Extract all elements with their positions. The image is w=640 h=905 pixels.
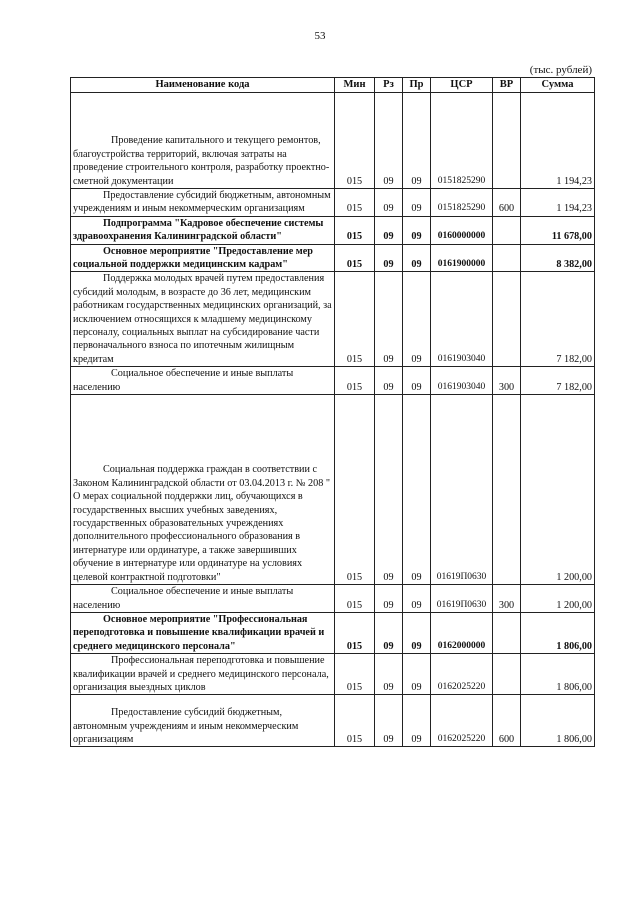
row-csr: 0162000000 bbox=[431, 612, 493, 653]
row-pr: 09 bbox=[403, 272, 431, 367]
row-name: Предоставление субсидий бюджетным, автономным учреждениям и иным некоммерческим организациям bbox=[71, 189, 335, 217]
row-csr: 0151825290 bbox=[431, 189, 493, 217]
row-min: 015 bbox=[335, 189, 375, 217]
row-rz: 09 bbox=[375, 189, 403, 217]
row-pr: 09 bbox=[403, 216, 431, 244]
row-sum: 7 182,00 bbox=[521, 272, 595, 367]
row-name: Социальная поддержка граждан в соответствии с Законом Калининградской области от 03.04.2013 г. № 208 " О мерах социальной поддержки лиц, обучающихся в государственных высших учебных заведениях, государственных образовательных учреждениях дополнительного профессионального образования в интернатуре или ординатуре, а также завершивших обучение в интернатуре или ординатуре на условиях целевой контрактной подготовки" bbox=[71, 395, 335, 585]
table-row bbox=[71, 585, 595, 613]
row-sum: 1 200,00 bbox=[521, 585, 595, 613]
row-csr: 0162025220 bbox=[431, 695, 493, 747]
table-row bbox=[71, 189, 595, 217]
header-pr: Пр bbox=[403, 78, 431, 93]
table-row bbox=[71, 367, 595, 395]
row-pr: 09 bbox=[403, 93, 431, 189]
row-csr: 0161903040 bbox=[431, 367, 493, 395]
row-pr: 09 bbox=[403, 244, 431, 272]
table-row bbox=[71, 695, 595, 747]
table-row bbox=[71, 654, 595, 695]
row-csr: 0160000000 bbox=[431, 216, 493, 244]
row-sum: 1 194,23 bbox=[521, 189, 595, 217]
row-min: 015 bbox=[335, 654, 375, 695]
row-name: Социальное обеспечение и иные выплаты населению bbox=[71, 367, 335, 395]
row-sum: 8 382,00 bbox=[521, 244, 595, 272]
row-pr: 09 bbox=[403, 654, 431, 695]
row-pr: 09 bbox=[403, 367, 431, 395]
row-vr bbox=[493, 654, 521, 695]
row-vr bbox=[493, 244, 521, 272]
row-vr: 600 bbox=[493, 695, 521, 747]
row-vr: 300 bbox=[493, 585, 521, 613]
table-row bbox=[71, 216, 595, 244]
row-rz: 09 bbox=[375, 654, 403, 695]
row-min: 015 bbox=[335, 367, 375, 395]
row-rz: 09 bbox=[375, 367, 403, 395]
row-name: Основное мероприятие "Профессиональная переподготовка и повышение квалификации врачей и среднего медицинского персонала" bbox=[71, 612, 335, 653]
row-min: 015 bbox=[335, 695, 375, 747]
table-row bbox=[71, 272, 595, 367]
table-row bbox=[71, 395, 595, 585]
row-sum: 1 806,00 bbox=[521, 612, 595, 653]
page-number: 53 bbox=[314, 30, 326, 42]
row-vr: 600 bbox=[493, 189, 521, 217]
row-name: Основное мероприятие "Предоставление мер социальной поддержки медицинским кадрам" bbox=[71, 244, 335, 272]
row-min: 015 bbox=[335, 395, 375, 585]
row-csr: 0151825290 bbox=[431, 93, 493, 189]
row-sum: 11 678,00 bbox=[521, 216, 595, 244]
budget-table bbox=[70, 77, 595, 747]
row-rz: 09 bbox=[375, 244, 403, 272]
row-csr: 0162025220 bbox=[431, 654, 493, 695]
table-row bbox=[71, 612, 595, 653]
table-row bbox=[71, 93, 595, 189]
row-rz: 09 bbox=[375, 695, 403, 747]
row-vr bbox=[493, 216, 521, 244]
row-rz: 09 bbox=[375, 93, 403, 189]
row-rz: 09 bbox=[375, 395, 403, 585]
row-rz: 09 bbox=[375, 216, 403, 244]
row-csr: 01619П0630 bbox=[431, 585, 493, 613]
row-min: 015 bbox=[335, 93, 375, 189]
row-rz: 09 bbox=[375, 612, 403, 653]
header-rz: Рз bbox=[375, 78, 403, 93]
row-name: Проведение капитального и текущего ремонтов, благоустройства территорий, включая затраты на проведение строительного контроля, разработку проектно-сметной документации bbox=[71, 93, 335, 189]
row-vr bbox=[493, 395, 521, 585]
row-name: Социальное обеспечение и иные выплаты населению bbox=[71, 585, 335, 613]
table-header-row bbox=[71, 78, 595, 93]
row-pr: 09 bbox=[403, 585, 431, 613]
row-min: 015 bbox=[335, 585, 375, 613]
header-sum: Сумма bbox=[521, 78, 595, 93]
row-pr: 09 bbox=[403, 395, 431, 585]
row-vr bbox=[493, 272, 521, 367]
row-name: Поддержка молодых врачей путем предоставления субсидий молодым, в возрасте до 36 лет, медицинским работникам государственных медицинских организаций, за исключением относящихся к младшему медицинскому персоналу, социальных выплат на субсидирование части первоначального взноса по ипотечным жилищным кредитам bbox=[71, 272, 335, 367]
row-vr: 300 bbox=[493, 367, 521, 395]
row-sum: 7 182,00 bbox=[521, 367, 595, 395]
row-name: Предоставление субсидий бюджетным, автономным учреждениям и иным некоммерческим организациям bbox=[71, 695, 335, 747]
row-min: 015 bbox=[335, 612, 375, 653]
units-label: (тыс. рублей) bbox=[529, 64, 592, 76]
row-rz: 09 bbox=[375, 585, 403, 613]
header-name: Наименование кода bbox=[71, 78, 335, 93]
row-vr bbox=[493, 612, 521, 653]
row-name: Профессиональная переподготовка и повышение квалификации врачей и среднего медицинского персонала, организация выездных циклов bbox=[71, 654, 335, 695]
row-pr: 09 bbox=[403, 189, 431, 217]
table-row bbox=[71, 244, 595, 272]
row-pr: 09 bbox=[403, 612, 431, 653]
row-sum: 1 806,00 bbox=[521, 654, 595, 695]
row-csr: 01619П0630 bbox=[431, 395, 493, 585]
row-sum: 1 194,23 bbox=[521, 93, 595, 189]
header-csr: ЦСР bbox=[431, 78, 493, 93]
row-min: 015 bbox=[335, 216, 375, 244]
row-min: 015 bbox=[335, 244, 375, 272]
row-name: Подпрограмма "Кадровое обеспечение системы здравоохранения Калининградской области" bbox=[71, 216, 335, 244]
row-min: 015 bbox=[335, 272, 375, 367]
header-vr: ВР bbox=[493, 78, 521, 93]
row-sum: 1 806,00 bbox=[521, 695, 595, 747]
row-vr bbox=[493, 93, 521, 189]
row-sum: 1 200,00 bbox=[521, 395, 595, 585]
row-csr: 0161903040 bbox=[431, 272, 493, 367]
header-min: Мин bbox=[335, 78, 375, 93]
row-rz: 09 bbox=[375, 272, 403, 367]
row-csr: 0161900000 bbox=[431, 244, 493, 272]
row-pr: 09 bbox=[403, 695, 431, 747]
